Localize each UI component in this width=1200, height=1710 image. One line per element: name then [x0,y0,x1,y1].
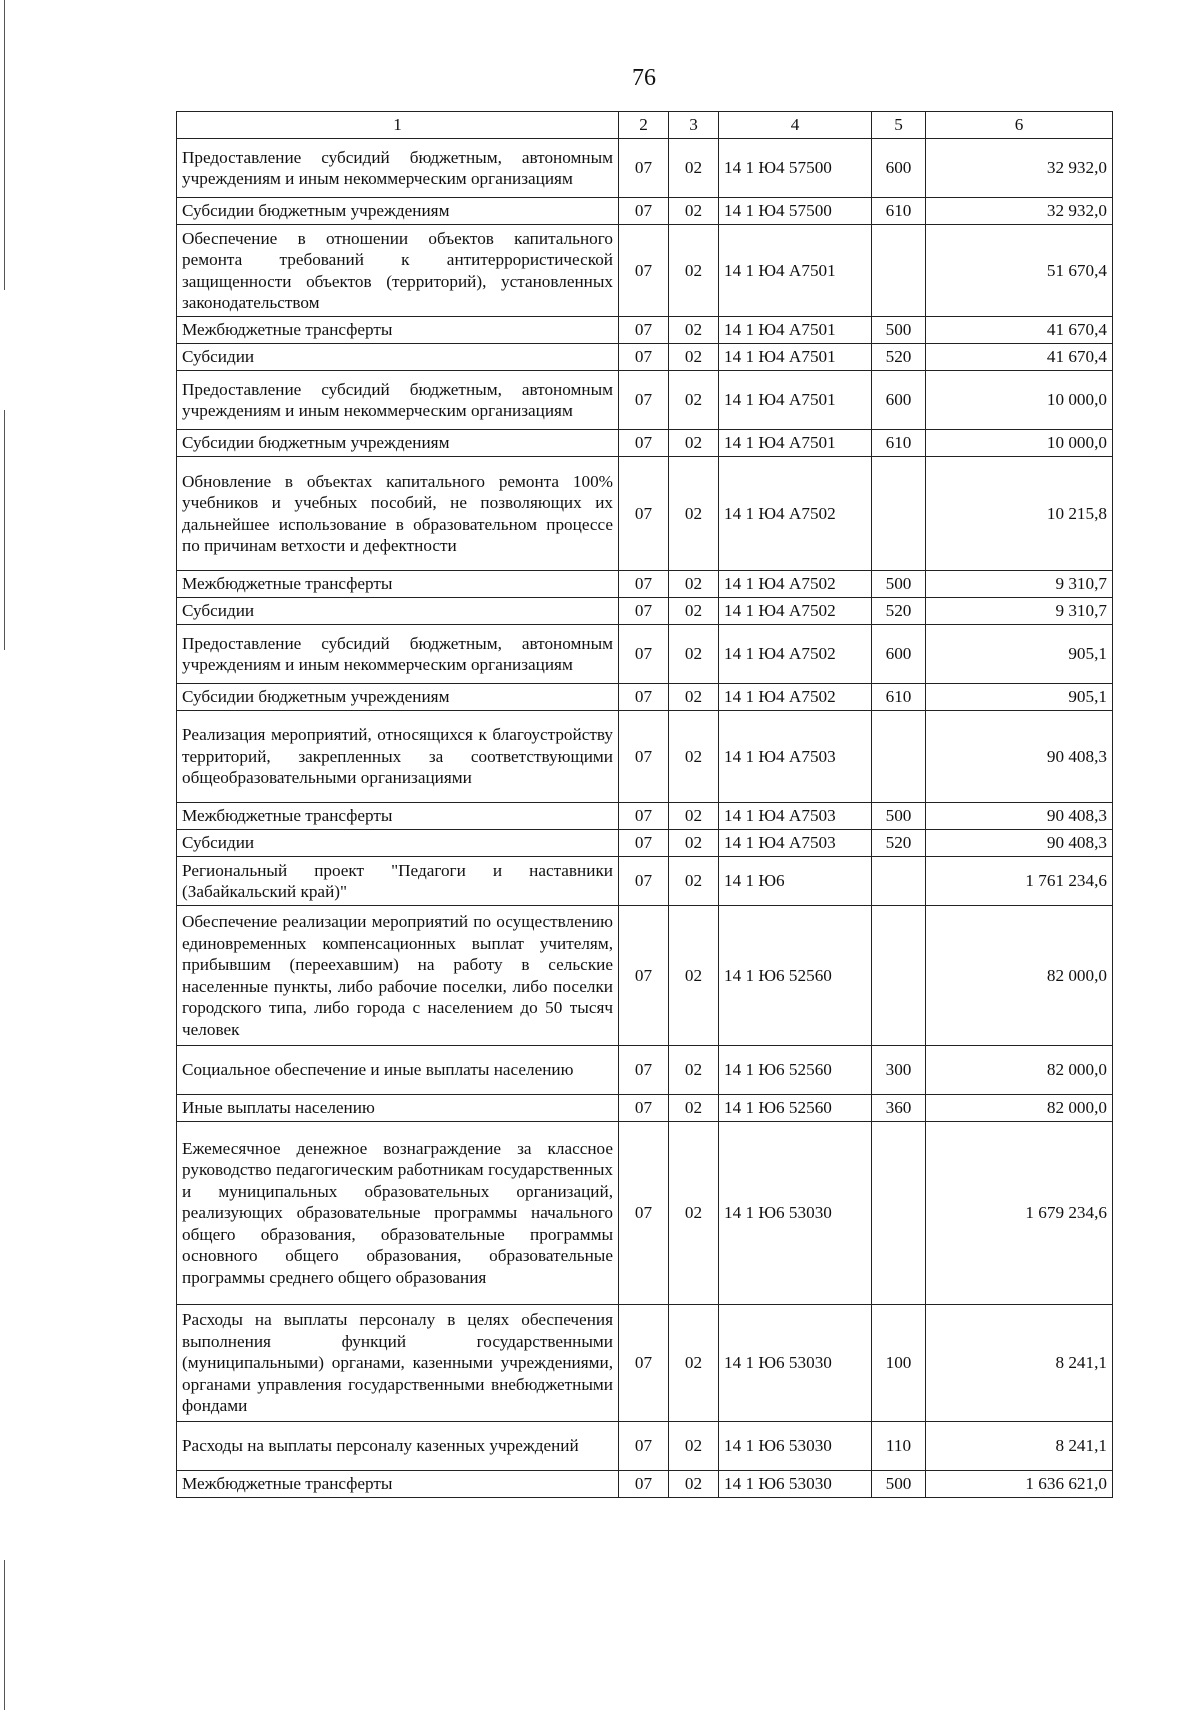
row-section: 07 [619,598,669,625]
table-row [177,1422,1113,1471]
row-subsection: 02 [669,857,719,906]
row-expense-type: 520 [872,344,926,371]
row-code: 14 1 Ю4 А7501 [719,371,872,430]
table-row [177,1095,1113,1122]
table-row [177,1046,1113,1095]
row-section: 07 [619,225,669,317]
row-code: 14 1 Ю4 А7501 [719,430,872,457]
row-amount: 82 000,0 [926,1046,1113,1095]
row-code: 14 1 Ю6 52560 [719,1046,872,1095]
row-name: Реализация мероприятий, относящихся к благоустройству территорий, закрепленных за соответствующими общеобразовательными организациями [177,711,619,803]
row-subsection: 02 [669,344,719,371]
row-amount: 90 408,3 [926,803,1113,830]
table-row [177,711,1113,803]
row-code: 14 1 Ю4 А7502 [719,598,872,625]
row-expense-type: 500 [872,571,926,598]
table-row [177,430,1113,457]
table-row [177,198,1113,225]
row-amount: 51 670,4 [926,225,1113,317]
row-amount: 41 670,4 [926,317,1113,344]
row-amount: 8 241,1 [926,1422,1113,1471]
row-code: 14 1 Ю6 53030 [719,1471,872,1498]
row-name: Социальное обеспечение и иные выплаты населению [177,1046,619,1095]
row-amount: 10 000,0 [926,371,1113,430]
row-subsection: 02 [669,225,719,317]
row-name: Ежемесячное денежное вознаграждение за классное руководство педагогическим работникам государственных и муниципальных образовательных организаций, реализующих образовательные программы начального общего образования, образовательные программы основного общего образования, образовательные программы среднего общего образования [177,1122,619,1305]
row-section: 07 [619,317,669,344]
row-expense-type [872,906,926,1046]
row-amount: 1 761 234,6 [926,857,1113,906]
row-name: Субсидии [177,344,619,371]
row-subsection: 02 [669,139,719,198]
row-code: 14 1 Ю4 57500 [719,139,872,198]
row-section: 07 [619,430,669,457]
table-row [177,225,1113,317]
table-row [177,1471,1113,1498]
scan-edge-line [4,410,5,650]
row-amount: 10 000,0 [926,430,1113,457]
row-expense-type [872,225,926,317]
row-section: 07 [619,625,669,684]
row-subsection: 02 [669,1471,719,1498]
row-section: 07 [619,1471,669,1498]
table-row [177,317,1113,344]
row-code: 14 1 Ю6 52560 [719,906,872,1046]
row-expense-type: 110 [872,1422,926,1471]
table-row [177,625,1113,684]
row-amount: 82 000,0 [926,906,1113,1046]
row-expense-type: 610 [872,198,926,225]
row-section: 07 [619,1305,669,1422]
table-row [177,457,1113,571]
row-section: 07 [619,1046,669,1095]
row-name: Межбюджетные трансферты [177,317,619,344]
table-header-row [177,112,1113,139]
row-code: 14 1 Ю4 57500 [719,198,872,225]
row-subsection: 02 [669,625,719,684]
row-expense-type: 100 [872,1305,926,1422]
row-code: 14 1 Ю4 А7503 [719,803,872,830]
row-subsection: 02 [669,803,719,830]
row-subsection: 02 [669,371,719,430]
row-name: Субсидии бюджетным учреждениям [177,684,619,711]
row-code: 14 1 Ю4 А7502 [719,571,872,598]
scan-edge-line [4,1560,5,1710]
row-amount: 32 932,0 [926,198,1113,225]
row-section: 07 [619,371,669,430]
row-name: Обеспечение в отношении объектов капитального ремонта требований к антитеррористической защищенности объектов (территорий), установленных законодательством [177,225,619,317]
row-section: 07 [619,571,669,598]
row-expense-type: 600 [872,625,926,684]
header-cell: 1 [177,112,619,139]
row-amount: 905,1 [926,625,1113,684]
table-row [177,857,1113,906]
row-amount: 90 408,3 [926,830,1113,857]
row-name: Региональный проект "Педагоги и наставники (Забайкальский край)" [177,857,619,906]
row-name: Предоставление субсидий бюджетным, автономным учреждениям и иным некоммерческим организациям [177,139,619,198]
row-subsection: 02 [669,598,719,625]
row-amount: 1 636 621,0 [926,1471,1113,1498]
row-code: 14 1 Ю4 А7503 [719,711,872,803]
row-subsection: 02 [669,317,719,344]
header-cell: 6 [926,112,1113,139]
row-expense-type: 610 [872,684,926,711]
row-name: Субсидии бюджетным учреждениям [177,430,619,457]
row-amount: 9 310,7 [926,598,1113,625]
row-section: 07 [619,139,669,198]
row-code: 14 1 Ю6 53030 [719,1422,872,1471]
row-expense-type: 300 [872,1046,926,1095]
row-expense-type [872,1122,926,1305]
row-section: 07 [619,906,669,1046]
table-row [177,1305,1113,1422]
row-code: 14 1 Ю6 [719,857,872,906]
row-code: 14 1 Ю4 А7502 [719,457,872,571]
row-expense-type: 520 [872,830,926,857]
header-cell: 2 [619,112,669,139]
row-subsection: 02 [669,684,719,711]
row-name: Обновление в объектах капитального ремонта 100% учебников и учебных пособий, не позволяющих их дальнейшее использование в образовательном процессе по причинам ветхости и дефектности [177,457,619,571]
row-expense-type [872,457,926,571]
row-subsection: 02 [669,430,719,457]
row-section: 07 [619,457,669,571]
row-expense-type: 600 [872,139,926,198]
row-section: 07 [619,344,669,371]
row-subsection: 02 [669,906,719,1046]
row-section: 07 [619,830,669,857]
row-name: Межбюджетные трансферты [177,803,619,830]
row-amount: 8 241,1 [926,1305,1113,1422]
row-section: 07 [619,803,669,830]
row-name: Межбюджетные трансферты [177,1471,619,1498]
row-code: 14 1 Ю4 А7501 [719,317,872,344]
header-cell: 4 [719,112,872,139]
row-amount: 41 670,4 [926,344,1113,371]
row-amount: 10 215,8 [926,457,1113,571]
row-amount: 905,1 [926,684,1113,711]
row-code: 14 1 Ю4 А7501 [719,344,872,371]
row-name: Обеспечение реализации мероприятий по осуществлению единовременных компенсационных выплат учителям, прибывшим (переехавшим) на работу в сельские населенные пункты, либо рабочие поселки, либо поселки городского типа, либо города с населением до 50 тысяч человек [177,906,619,1046]
header-cell: 3 [669,112,719,139]
budget-table [176,111,1113,1498]
row-code: 14 1 Ю4 А7502 [719,625,872,684]
row-subsection: 02 [669,1095,719,1122]
row-subsection: 02 [669,1422,719,1471]
row-name: Расходы на выплаты персоналу в целях обеспечения выполнения функций государственными (муниципальными) органами, казенными учреждениями, органами управления государственными внебюджетными фондами [177,1305,619,1422]
table-row [177,344,1113,371]
row-name: Субсидии [177,598,619,625]
row-section: 07 [619,1422,669,1471]
table-row [177,1122,1113,1305]
row-expense-type: 600 [872,371,926,430]
row-section: 07 [619,1122,669,1305]
table-row [177,598,1113,625]
row-expense-type: 500 [872,1471,926,1498]
row-name: Межбюджетные трансферты [177,571,619,598]
row-subsection: 02 [669,830,719,857]
row-subsection: 02 [669,571,719,598]
row-subsection: 02 [669,457,719,571]
row-expense-type: 610 [872,430,926,457]
row-expense-type: 360 [872,1095,926,1122]
row-code: 14 1 Ю6 53030 [719,1122,872,1305]
page-number: 76 [632,65,656,91]
row-section: 07 [619,711,669,803]
row-expense-type: 500 [872,317,926,344]
table-row [177,906,1113,1046]
row-name: Субсидии [177,830,619,857]
row-subsection: 02 [669,711,719,803]
row-amount: 32 932,0 [926,139,1113,198]
table-row [177,139,1113,198]
row-amount: 9 310,7 [926,571,1113,598]
row-section: 07 [619,857,669,906]
row-section: 07 [619,1095,669,1122]
row-name: Расходы на выплаты персоналу казенных учреждений [177,1422,619,1471]
table-row [177,571,1113,598]
row-subsection: 02 [669,1046,719,1095]
row-section: 07 [619,684,669,711]
row-name: Субсидии бюджетным учреждениям [177,198,619,225]
table-row [177,830,1113,857]
table-row [177,803,1113,830]
row-amount: 90 408,3 [926,711,1113,803]
row-expense-type [872,711,926,803]
row-subsection: 02 [669,198,719,225]
row-expense-type: 500 [872,803,926,830]
row-amount: 1 679 234,6 [926,1122,1113,1305]
table-row [177,684,1113,711]
row-code: 14 1 Ю6 53030 [719,1305,872,1422]
row-name: Иные выплаты населению [177,1095,619,1122]
row-code: 14 1 Ю4 А7503 [719,830,872,857]
row-amount: 82 000,0 [926,1095,1113,1122]
header-cell: 5 [872,112,926,139]
row-code: 14 1 Ю6 52560 [719,1095,872,1122]
row-name: Предоставление субсидий бюджетным, автономным учреждениям и иным некоммерческим организациям [177,371,619,430]
row-expense-type [872,857,926,906]
row-name: Предоставление субсидий бюджетным, автономным учреждениям и иным некоммерческим организациям [177,625,619,684]
table-row [177,371,1113,430]
scan-edge-line [4,0,5,290]
row-code: 14 1 Ю4 А7502 [719,684,872,711]
row-code: 14 1 Ю4 А7501 [719,225,872,317]
row-subsection: 02 [669,1122,719,1305]
row-subsection: 02 [669,1305,719,1422]
row-section: 07 [619,198,669,225]
row-expense-type: 520 [872,598,926,625]
